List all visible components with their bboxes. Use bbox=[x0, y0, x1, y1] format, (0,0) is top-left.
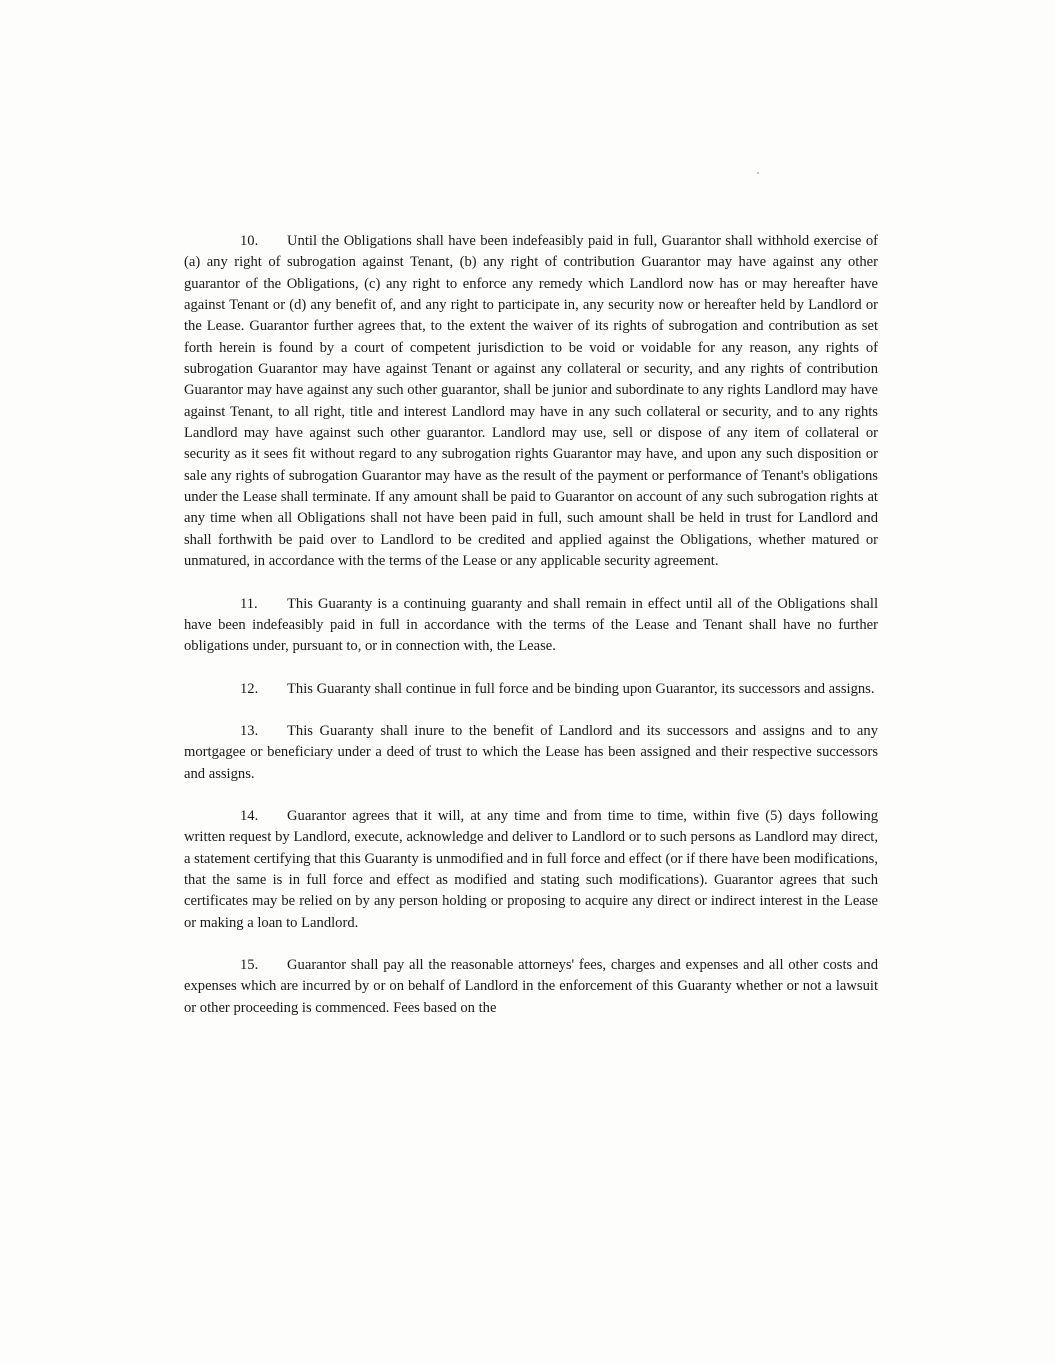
paragraph-15 bbox=[184, 955, 878, 1019]
scan-speck bbox=[757, 172, 759, 174]
paragraph-text: This Guaranty shall continue in full force and be binding upon Guarantor, its successors and assigns. bbox=[287, 680, 875, 697]
paragraph-10 bbox=[184, 231, 878, 573]
paragraph-13 bbox=[184, 721, 878, 785]
paragraph-text: Guarantor agrees that it will, at any time and from time to time, within five (5) days following written request by Landlord, execute, acknowledge and deliver to Landlord or to such persons as Landlord may direct, a statement certifying that this Guaranty is unmodified and in full force and effect (or if there have been modifications, that the same is in full force and effect as modified and stating such modifications). Guarantor agrees that such certificates may be relied on by any person holding or proposing to acquire any direct or indirect interest in the Lease or making a loan to Landlord. bbox=[184, 807, 878, 931]
paragraph-text: Guarantor shall pay all the reasonable attorneys' fees, charges and expenses and all other costs and expenses which are incurred by or on behalf of Landlord in the enforcement of this Guaranty whether or not a lawsuit or other proceeding is commenced. Fees based on the bbox=[184, 956, 878, 1016]
paragraph-number: 12. bbox=[240, 680, 259, 697]
paragraph-number: 15. bbox=[240, 956, 259, 973]
paragraph-14 bbox=[184, 806, 878, 934]
paragraph-text: This Guaranty shall inure to the benefit of Landlord and its successors and assigns and to any mortgagee or beneficiary under a deed of trust to which the Lease has been assigned and their respective successors and assigns. bbox=[184, 722, 878, 782]
paragraph-text: This Guaranty is a continuing guaranty and shall remain in effect until all of the Obligations shall have been indefeasibly paid in full in accordance with the terms of the Lease and Tenant shall have no further obligations under, pursuant to, or in connection with, the Lease. bbox=[184, 595, 878, 655]
paragraph-12 bbox=[184, 679, 878, 700]
paragraph-number: 14. bbox=[240, 807, 259, 824]
paragraph-text: Until the Obligations shall have been indefeasibly paid in full, Guarantor shall withhold exercise of (a) any right of subrogation against Tenant, (b) any right of contribution Guarantor may have against any other guarantor of the Obligations, (c) any right to enforce any remedy which Landlord now has or may hereafter have against Tenant or (d) any benefit of, and any right to participate in, any security now or hereafter held by Landlord or the Lease. Guarantor further agrees that, to the extent the waiver of its rights of subrogation and contribution as set forth herein is found by a court of competent jurisdiction to be void or voidable for any reason, any rights of subrogation Guarantor may have against Tenant or against any collateral or security, and any rights of contribution Guarantor may have against any such other guarantor, shall be junior and subordinate to any rights Landlord may have against Tenant, to all right, title and interest Landlord may have in any such collateral or security, and to any rights Landlord may have against such other guarantor. Landlord may use, sell or dispose of any item of collateral or security as it sees fit without regard to any subrogation rights Guarantor may have, and upon any such disposition or sale any rights of subrogation Guarantor may have as the result of the payment or performance of Tenant's obligations under the Lease shall terminate. If any amount shall be paid to Guarantor on account of any such subrogation rights at any time when all Obligations shall not have been paid in full, such amount shall be held in trust for Landlord and shall forthwith be paid over to Landlord to be credited and applied against the Obligations, whether matured or unmatured, in accordance with the terms of the Lease or any applicable security agreement. bbox=[184, 233, 878, 570]
paragraph-number: 13. bbox=[240, 722, 259, 739]
document-body bbox=[184, 231, 878, 1040]
paragraph-number: 10. bbox=[240, 233, 259, 249]
paragraph-11 bbox=[184, 594, 878, 658]
paragraph-number: 11. bbox=[240, 595, 258, 612]
